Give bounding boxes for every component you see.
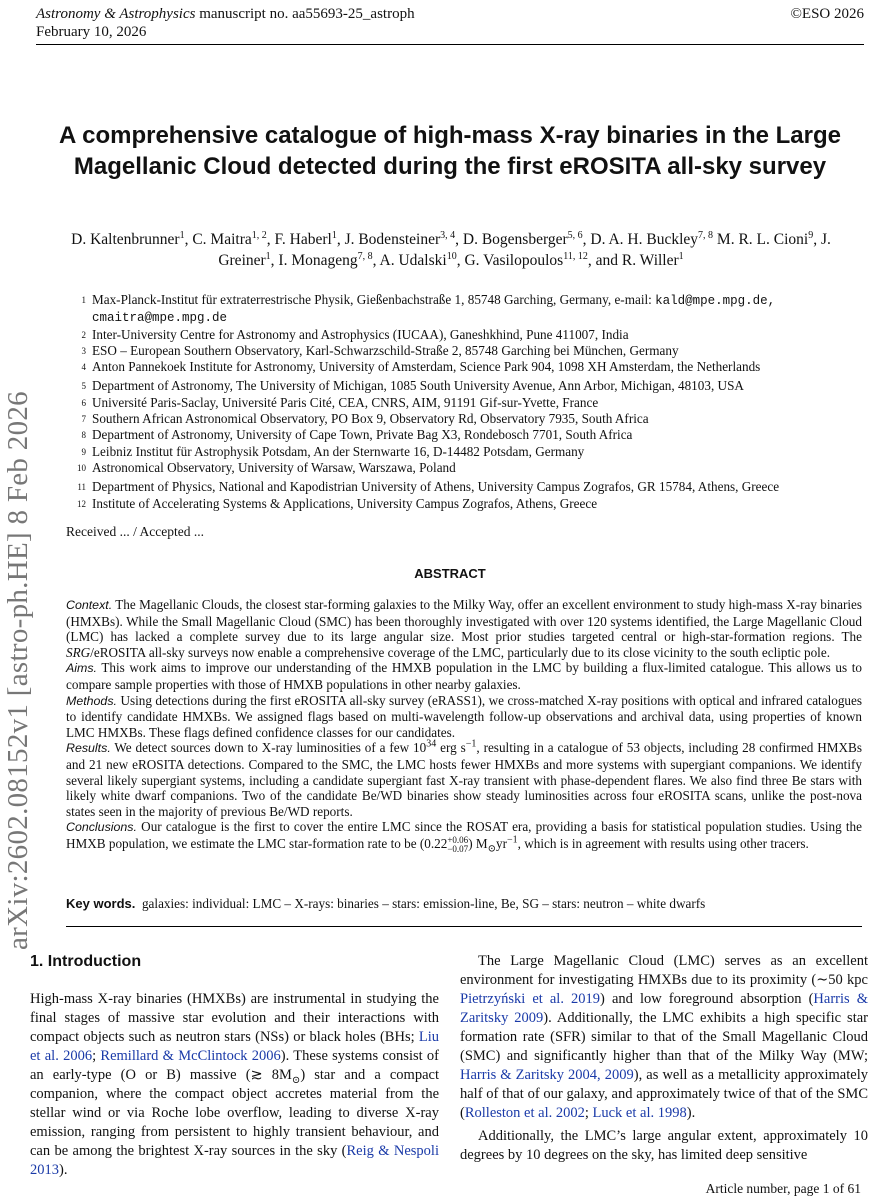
author-name: C. Maitra (192, 231, 252, 248)
affiliation-text-body: Institute of Accelerating Systems & Applications, University Campus Zografos, Athens, Greece (92, 495, 598, 511)
affiliation-entry (66, 460, 866, 476)
affiliation-entry (66, 427, 866, 443)
affiliation-text-body: Max-Planck-Institut für extraterrestrische Physik, Gießenbachstraße 1, 85748 Garching, Germany, e-mail: (92, 292, 652, 307)
author-affiliation-index: 7, 8 (357, 250, 373, 262)
affiliation-text (92, 411, 866, 427)
affiliation-number: 10 (77, 462, 86, 473)
affiliation-text (92, 460, 866, 476)
intro-p1-d: ). (59, 1162, 68, 1178)
author-affiliation-index: 5, 6 (567, 229, 583, 241)
context-srg: SRG (66, 644, 91, 660)
manuscript-number: manuscript no. aa55693-25_astroph (199, 6, 415, 22)
author-affiliation-index: 1 (265, 250, 271, 262)
abstract (66, 597, 862, 854)
intro-p1-c: ) star and a compact companion, where the compact object accretes material from the stellar wind or via Roche lobe overflow, leading to diverse X-ray emission, ranging from persistent to highly transient behaviour, and can be among the brightest X-ray sources in the sky ( (30, 1067, 439, 1159)
affiliation-entry (66, 479, 866, 495)
keywords-text: galaxies: individual: LMC – X-rays: binaries – stars: emission-line, Be, SG – stars: neutron – white dwarfs (141, 896, 706, 911)
intro-paragraph-3: Additionally, the LMC’s large angular extent, approximately 10 degrees by 10 degrees on the sky, has limited deep sensitive (460, 1128, 868, 1163)
intro-p1-b: ). These systems consist of an early-type (O or B) massive (≳ 8M (30, 1048, 439, 1083)
citation-pietrzynski-2019[interactable]: Pietrzyński et al. 2019 (460, 991, 601, 1007)
affiliation-entry (66, 292, 866, 327)
citation-rolleston-2002[interactable]: Rolleston et al. 2002 (464, 1105, 585, 1121)
results-unit-exponent: −1 (465, 738, 477, 750)
aims-text: This work aims to improve our understanding of the HMXB population in the LMC by building a flux-limited catalogue. This allows us to compare sample properties with those of HMXB populations in other nearby galaxies. (66, 660, 862, 692)
msun-subscript: ⊙ (487, 843, 496, 855)
citation-liu-2006[interactable]: Liu et al. 2006 (30, 1029, 439, 1064)
intro-sep1: ; (92, 1048, 97, 1064)
copyright: ©ESO 2026 (790, 6, 864, 22)
abstract-results (66, 740, 862, 819)
author-affiliation-index: 1 (678, 250, 684, 262)
affiliation-entry (66, 496, 866, 512)
citation-reig-2013[interactable]: Reig & Nespoli 2013 (30, 1143, 439, 1178)
conclusions-text-b: ) M (468, 835, 488, 851)
affiliation-entry (66, 411, 866, 427)
abstract-methods (66, 693, 862, 741)
affiliation-number: 4 (81, 362, 86, 373)
sfr-errors (447, 836, 468, 854)
affiliation-entry (66, 378, 866, 394)
affiliation-text (92, 343, 866, 359)
author-name: D. Kaltenbrunner (71, 231, 180, 248)
author-name: R. Willer (621, 252, 679, 269)
results-label: Results. (66, 741, 111, 756)
intro-msun-subscript: ⊙ (291, 1074, 301, 1086)
journal-name: Astronomy & Astrophysics (36, 6, 196, 22)
methods-text: Using detections during the first eROSITA all-sky survey (eRASS1), we cross-matched X-ray positions with optical and infrared catalogues to identify candidate HMXBs. We assigned flags based on multi-wavelength follow-up observations and archival data, using properties of known LMC HMXBs. These flags defined confidence classes for our candidates. (66, 692, 862, 740)
abstract-aims (66, 660, 862, 692)
context-label: Context. (66, 598, 113, 612)
author-name: G. Vasilopoulos (464, 252, 564, 269)
intro-p1-a: High-mass X-ray binaries (HMXBs) are instrumental in studying the final stages of massive star evolution and their interactions with compact objects such as neutron stars (NSs) or black holes (BHs; (30, 991, 439, 1045)
intro-p2-b: ) and low foreground absorption ( (600, 991, 814, 1007)
affiliation-text-body: Department of Astronomy, University of Cape Town, Private Bag X3, Rondebosch 7701, South Africa (92, 427, 633, 443)
affiliation-text-body: Department of Physics, National and Kapodistrian University of Athens, University Campus Zografos, GR 15784, Athens, Greece (92, 479, 780, 495)
affiliation-number: 8 (81, 430, 86, 441)
affiliation-number: 2 (81, 329, 86, 340)
header-rule (36, 44, 864, 45)
left-column (30, 952, 439, 1180)
abstract-heading: ABSTRACT (414, 566, 486, 581)
conclusions-text-d: , which is in agreement with results using other tracers. (517, 835, 809, 851)
affiliation-text-body: Department of Astronomy, The University of Michigan, 1085 South University Avenue, Ann Arbor, Michigan, 48103, USA (92, 378, 744, 394)
affiliation-number: 7 (81, 414, 86, 425)
results-unit: erg s (440, 740, 466, 756)
affiliation-text (92, 378, 866, 394)
conclusions-label: Conclusions. (66, 820, 137, 835)
intro-p2-e: ). (686, 1105, 696, 1121)
section-heading-introduction: 1. Introduction (30, 953, 142, 970)
results-text-a: We detect sources down to X-ray luminosities of a few 10 (114, 740, 427, 756)
results-text-b: , resulting in a catalogue of 53 objects, including 28 confirmed HMXBs and 21 new eROSITA detections. Compared to the SMC, the LMC hosts fewer HMXBs and more systems with supergiant companions. We identify several likely supergiant systems, including a candidate supergiant fast X-ray transient with phase-dependent flares. We also find three Be stars with likely white dwarf companions. Two of the candidate Be/WD binaries show steady luminosities across four eROSITA scans, unlike the post-nova states seen in the majority of previous Be/WD reports. (66, 740, 862, 819)
affiliation-text (92, 359, 866, 375)
affiliation-text-body: Leibniz Institut für Astrophysik Potsdam, An der Sternwarte 16, D-14482 Potsdam, Germany (92, 443, 585, 459)
sfr-upper-error: +0.06 (447, 834, 469, 845)
author-affiliation-index: 9 (808, 229, 814, 241)
contact-email[interactable]: kald@mpe.mpg.de, cmaitra@mpe.mpg.de (92, 294, 776, 326)
author-list: D. Kaltenbrunner$^1$, C. Maitra$^{1, 2}$, F. Haberl$^1$, J. Bodensteiner$^{3, 4}$, D. Bogensberger$^{5, 6}$, D. A. H. Buckley$^{7, 8}$ M. R. L. Cioni$^9$, J. Greiner$^1$, I. Monageng$^{7, 8}$, A. Udalski$^{10}$, G. Vasilopoulos$^{11, 12}$, and R. Willer$^1$ (71, 229, 831, 269)
affiliation-entry (66, 327, 866, 343)
methods-label: Methods. (66, 693, 117, 708)
affiliation-number: 1 (81, 295, 86, 305)
intro-p2-a: The Large Magellanic Cloud (LMC) serves as an excellent environment for investigating HMXBs due to its proximity (∼50 kpc (460, 953, 868, 988)
affiliation-entry (66, 444, 866, 460)
intro-p2-d: ), as well as a metallicity approximately half of that of our galaxy, and approximately twice of that of the SMC ( (460, 1067, 868, 1121)
abstract-context (66, 597, 862, 660)
affiliation-text (92, 395, 866, 411)
affiliation-text (92, 444, 866, 460)
citation-luck-1998[interactable]: Luck et al. 1998 (592, 1105, 687, 1121)
author-name: F. Haberl (274, 231, 332, 248)
author-name: D. Bogensberger (462, 231, 568, 248)
author-affiliation-index: 10 (446, 250, 457, 262)
keywords (66, 896, 866, 912)
intro-p2-c: ). Additionally, the LMC exhibits a high specific star formation rate (SFR) similar to that of the Small Magellanic Cloud (SMC) and significantly higher than that of the Milky Way (MW; (460, 1010, 868, 1064)
affiliation-number: 11 (77, 482, 86, 493)
affiliation-text (92, 479, 866, 495)
affiliation-text-body: ESO – European Southern Observatory, Karl-Schwarzschild-Straße 2, 85748 Garching bei München, Germany (92, 342, 679, 358)
author-affiliation-index: 7, 8 (698, 229, 714, 241)
header-date: February 10, 2026 (36, 24, 147, 40)
keywords-rule (66, 926, 862, 927)
citation-harris-2009[interactable]: Harris & Zaritsky 2009 (460, 991, 868, 1026)
affiliation-text-body: Inter-University Centre for Astronomy and Astrophysics (IUCAA), Ganeshkhind, Pune 411007, India (92, 326, 629, 342)
affiliation-entry (66, 343, 866, 359)
paper-title: A comprehensive catalogue of high-mass X-ray binaries in the Large Magellanic Cloud detected during the first eROSITA all-sky survey (59, 122, 841, 180)
affiliation-text-body: Astronomical Observatory, University of Warsaw, Warszawa, Poland (92, 459, 456, 475)
sfr-lower-error: −0.07 (447, 843, 469, 854)
affiliation-text-body: Southern African Astronomical Observatory, PO Box 9, Observatory Rd, Observatory 7935, South Africa (92, 411, 649, 427)
affiliation-number: 5 (81, 381, 86, 392)
arxiv-sidebar-stamp[interactable]: arXiv:2602.08152v1 [astro-ph.HE] 8 Feb 2026 (2, 391, 34, 950)
affiliation-entry (66, 395, 866, 411)
author-name: J. Greiner (218, 231, 831, 269)
conclusions-text-c: yr (496, 835, 507, 851)
yr-exponent: −1 (507, 834, 518, 846)
keywords-label: Key words. (66, 896, 136, 911)
citation-harris-2004-2009[interactable]: Harris & Zaritsky 2004, 2009 (460, 1067, 634, 1083)
author-affiliation-index: 1, 2 (251, 229, 267, 241)
affiliation-number: 9 (81, 446, 86, 457)
aims-label: Aims. (66, 661, 97, 676)
intro-sep2: ; (584, 1105, 589, 1121)
abstract-conclusions (66, 819, 862, 854)
affiliation-text (92, 292, 866, 327)
page-footer: Article number, page 1 of 61 (705, 1181, 861, 1196)
affiliation-number: 12 (77, 498, 86, 509)
affiliation-text (92, 496, 866, 512)
affiliation-text-body: Anton Pannekoek Institute for Astronomy, University of Amsterdam, Science Park 904, 1098 XH Amsterdam, the Netherlands (92, 359, 761, 375)
affiliations (66, 292, 866, 512)
results-exponent: 34 (426, 738, 437, 750)
author-name: D. A. H. Buckley (590, 231, 699, 248)
context-text-a: The Magellanic Clouds, the closest star-forming galaxies to the Milky Way, offer an excellent environment to study high-mass X-ray binaries (HMXBs). While the Small Magellanic Cloud (SMC) has been thoroughly investigated with over 120 systems identified, the Large Magellanic Cloud (LMC) has lacked a complete survey due to its large angular size. Most prior studies targeted central or high-star-formation regions. The (66, 597, 863, 645)
author-name: M. R. L. Cioni (716, 231, 809, 248)
author-and: and (595, 252, 618, 269)
conclusions-text-a: Our catalogue is the first to cover the entire LMC since the ROSAT era, providing a basis for statistical population studies. Using the HMXB population, we estimate the LMC star-formation rate to be (0.22 (66, 819, 863, 851)
right-column (460, 952, 868, 1165)
received-accepted: Received ... / Accepted ... (66, 524, 204, 539)
running-header (36, 5, 864, 41)
author-name: I. Monageng (278, 252, 358, 269)
affiliation-entry (66, 359, 866, 375)
citation-remillard-2006[interactable]: Remillard & McClintock 2006 (100, 1048, 281, 1064)
affiliation-number: 6 (81, 397, 86, 408)
context-text-b: /eROSITA all-sky surveys now enable a comprehensive coverage of the LMC, particularly due to its close vicinity to the south ecliptic pole. (90, 644, 830, 660)
author-name: J. Bodensteiner (344, 231, 441, 248)
author-affiliation-index: 1 (331, 229, 337, 241)
intro-paragraph-1 (30, 990, 439, 1180)
author-affiliation-index: 1 (179, 229, 185, 241)
affiliation-number: 3 (81, 345, 86, 356)
affiliation-text (92, 427, 866, 443)
author-affiliation-index: 3, 4 (440, 229, 456, 241)
intro-paragraph-2 (460, 952, 868, 1123)
affiliation-text-body: Université Paris-Saclay, Université Paris Cité, CEA, CNRS, AIM, 91191 Gif-sur-Yvette, France (92, 394, 599, 410)
affiliation-text (92, 327, 866, 343)
author-name: A. Udalski (379, 252, 447, 269)
author-affiliation-index: 11, 12 (563, 250, 588, 262)
